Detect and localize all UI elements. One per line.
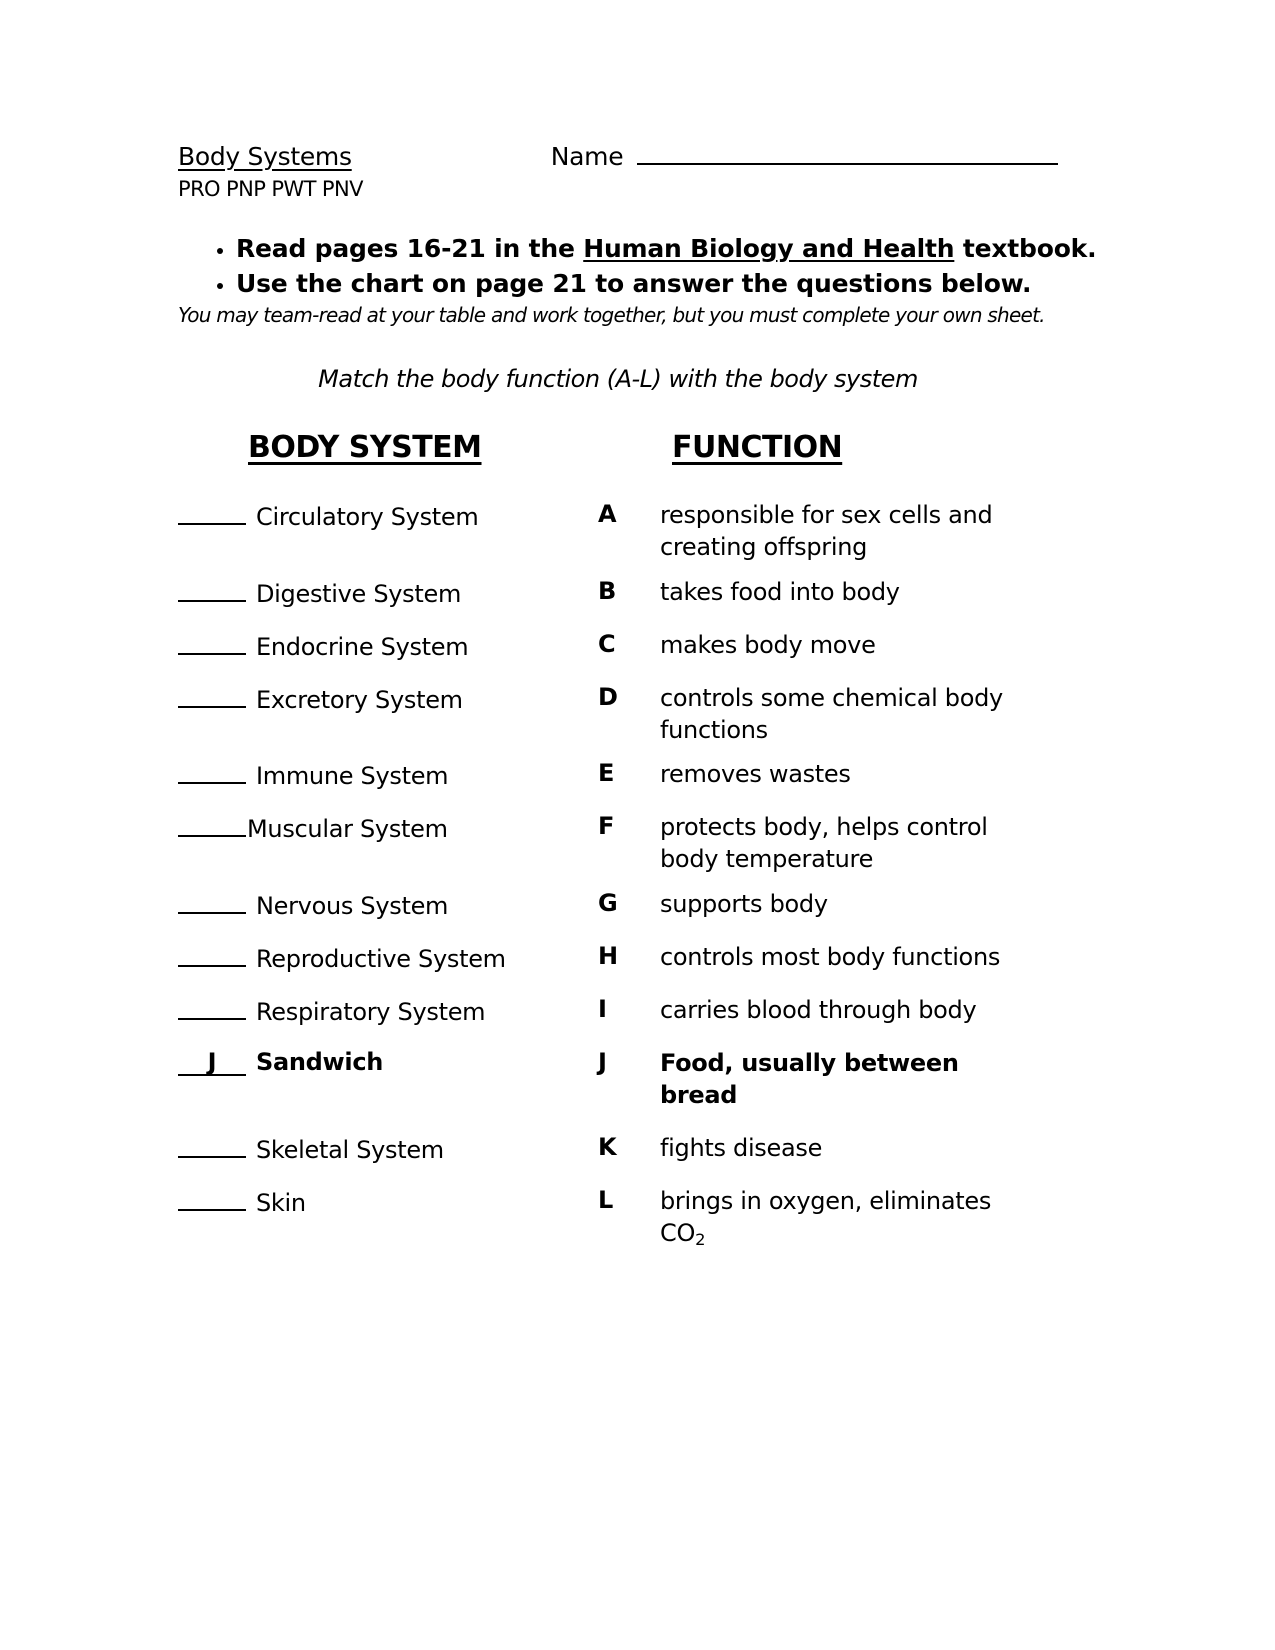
match-row-example bbox=[178, 1048, 1078, 1112]
answer-blank[interactable] bbox=[178, 942, 246, 967]
function-letter: E bbox=[598, 759, 615, 788]
name-label: Name bbox=[550, 142, 624, 171]
function-text: controls most body functions bbox=[660, 943, 1001, 972]
answer-blank[interactable] bbox=[178, 500, 246, 525]
function-letter: I bbox=[598, 994, 607, 1023]
function-letter: L bbox=[598, 1185, 613, 1214]
name-input-blank[interactable] bbox=[637, 147, 1058, 165]
system-cell bbox=[178, 577, 598, 608]
system-cell bbox=[178, 1133, 598, 1164]
answer-blank[interactable] bbox=[178, 1186, 246, 1211]
system-name: Excretory System bbox=[256, 685, 463, 714]
system-cell bbox=[178, 759, 598, 790]
system-name: Endocrine System bbox=[256, 632, 469, 661]
system-cell bbox=[178, 942, 598, 973]
name-field-group bbox=[551, 142, 1058, 171]
instructions-block bbox=[178, 232, 1097, 327]
system-cell bbox=[178, 812, 598, 843]
function-letter: D bbox=[598, 682, 618, 711]
system-cell bbox=[178, 1186, 598, 1217]
textbook-title: Human Biology and Health bbox=[583, 234, 955, 263]
answer-blank[interactable] bbox=[178, 759, 246, 784]
function-text: Food, usually between bread bbox=[660, 1048, 959, 1109]
function-text: takes food into body bbox=[660, 577, 900, 606]
subscript-two: 2 bbox=[695, 1229, 706, 1249]
instruction-bullet-list bbox=[178, 232, 1097, 301]
function-letter: J bbox=[598, 1047, 607, 1076]
answer-blank-filled[interactable]: J bbox=[178, 1051, 246, 1076]
function-text: supports body bbox=[660, 890, 828, 919]
function-text: carries blood through body bbox=[660, 995, 977, 1024]
match-row bbox=[178, 630, 1078, 662]
answer-blank[interactable] bbox=[178, 577, 246, 602]
course-codes: PRO PNP PWT PNV bbox=[178, 177, 363, 201]
function-text: makes body move bbox=[660, 630, 876, 659]
system-name: Reproductive System bbox=[256, 945, 506, 974]
answer-blank[interactable] bbox=[178, 889, 246, 914]
function-text bbox=[660, 1186, 1035, 1250]
instruction-1-text-after: textbook. bbox=[954, 234, 1097, 263]
system-cell bbox=[178, 683, 598, 714]
match-row bbox=[178, 500, 1078, 564]
page-title: Body Systems bbox=[178, 142, 352, 171]
function-text: fights disease bbox=[660, 1133, 823, 1162]
system-name: Digestive System bbox=[256, 579, 462, 608]
function-letter: G bbox=[598, 889, 618, 918]
system-name: Immune System bbox=[256, 762, 449, 791]
match-row bbox=[178, 759, 1078, 791]
function-text: removes wastes bbox=[660, 760, 851, 789]
function-letter: B bbox=[598, 576, 616, 605]
match-prompt: Match the body function (A-L) with the body system bbox=[318, 365, 918, 393]
function-letter: C bbox=[598, 629, 616, 658]
system-cell bbox=[178, 889, 598, 920]
system-name: Skin bbox=[256, 1188, 306, 1217]
function-text: controls some chemical body functions bbox=[660, 683, 1003, 744]
answer-blank[interactable] bbox=[178, 630, 246, 655]
function-letter: F bbox=[598, 812, 615, 841]
system-name: Circulatory System bbox=[256, 503, 479, 531]
instruction-bullet-1 bbox=[236, 232, 1097, 267]
column-header-function: FUNCTION bbox=[672, 430, 843, 465]
function-letter: A bbox=[598, 500, 617, 528]
function-letter: H bbox=[598, 942, 618, 971]
system-name: Muscular System bbox=[247, 815, 448, 844]
match-row bbox=[178, 577, 1078, 609]
instruction-note: You may team-read at your table and work together, but you must complete your own sheet. bbox=[178, 303, 1045, 327]
function-letter: K bbox=[598, 1132, 617, 1161]
match-row bbox=[178, 995, 1078, 1027]
answer-blank[interactable] bbox=[178, 995, 246, 1020]
system-cell bbox=[178, 630, 598, 661]
match-row bbox=[178, 683, 1078, 747]
match-row bbox=[178, 812, 1078, 876]
match-row bbox=[178, 1133, 1078, 1165]
system-name: Respiratory System bbox=[256, 997, 486, 1026]
match-row bbox=[178, 942, 1078, 974]
instruction-1-text-before: Read pages 16-21 in the bbox=[236, 234, 584, 263]
matching-list bbox=[178, 500, 1078, 1270]
column-headers bbox=[178, 430, 1058, 474]
system-name: Skeletal System bbox=[256, 1135, 444, 1164]
system-name: Nervous System bbox=[256, 892, 449, 921]
function-text: responsible for sex cells and creating offspring bbox=[660, 501, 993, 561]
answer-blank[interactable] bbox=[178, 683, 246, 708]
answer-blank[interactable] bbox=[178, 812, 246, 837]
system-cell bbox=[178, 500, 598, 531]
function-text: protects body, helps control body temperature bbox=[660, 813, 988, 874]
match-row bbox=[178, 889, 1078, 921]
match-row bbox=[178, 1186, 1078, 1250]
system-cell bbox=[178, 1048, 598, 1076]
answer-blank[interactable] bbox=[178, 1133, 246, 1158]
system-cell bbox=[178, 995, 598, 1026]
column-header-body-system: BODY SYSTEM bbox=[248, 430, 482, 465]
function-text-main: brings in oxygen, eliminates CO bbox=[660, 1186, 992, 1247]
instruction-bullet-2: • Use the chart on page 21 to answer the questions below. bbox=[236, 267, 1058, 302]
system-name: Sandwich bbox=[256, 1047, 384, 1076]
page-header bbox=[178, 142, 1058, 201]
header-title-row bbox=[178, 142, 1058, 171]
